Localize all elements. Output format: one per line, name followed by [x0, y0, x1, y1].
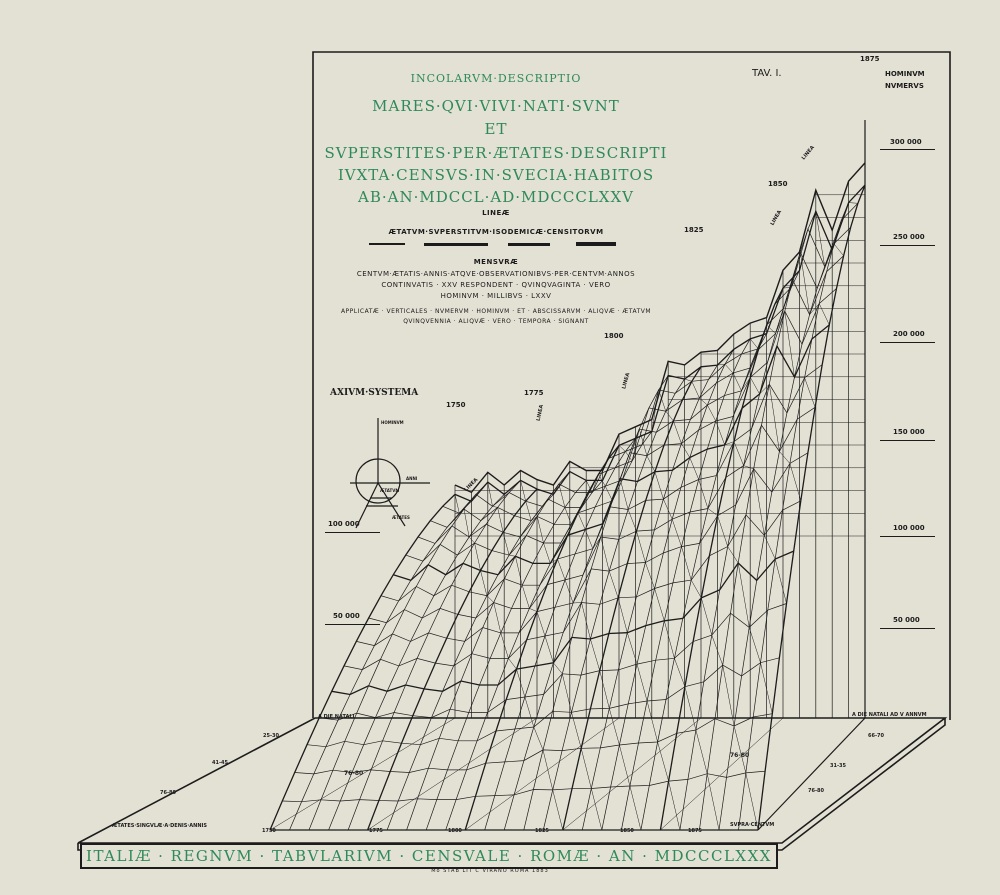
curve-label: LINEA	[769, 209, 783, 227]
applicatae-line-2: QVINQVENNIA · ALIQVÆ · VERO · TEMPORA · SIGNANT	[403, 318, 589, 325]
tick-right-leader	[880, 149, 935, 150]
tick-right-50000: 50 000	[893, 616, 920, 624]
base-end-label: SVPRA·CENTVM	[730, 822, 775, 828]
cohort-line-1800	[619, 429, 758, 830]
survivor-surface-layer	[270, 120, 865, 830]
footer-banner	[80, 843, 778, 869]
line-sample-1	[369, 243, 405, 245]
axes-label-anni: ANNI	[406, 476, 418, 481]
base-right-label: 66-70	[868, 733, 884, 739]
base-year-1775: 1775	[369, 828, 383, 834]
tick-left-leader	[325, 532, 380, 533]
right-axis-title-1: HOMINVM	[885, 70, 925, 78]
axes-label-hominvm: HOMINVM	[381, 420, 404, 425]
cohort-line-1870	[849, 203, 858, 204]
base-year-1800: 1800	[448, 828, 462, 834]
year-col-1775	[368, 489, 537, 830]
tick-right-leader	[880, 536, 935, 537]
footer-text: ITALIÆ · REGNVM · TABVLARIVM · CENSVALE · ROMÆ · AN · MDCCCLXXX	[86, 847, 772, 865]
lineae-text: ÆTATVM·SVPERSTITVM·ISODEMICÆ·CENSITORVM	[388, 228, 604, 236]
mensurae-heading: MENSVRÆ	[473, 258, 519, 266]
line-sample-3	[508, 243, 550, 246]
header-line-2: MARES·QVI·VIVI·NATI·SVNT	[372, 97, 620, 115]
tick-right-200000: 200 000	[893, 330, 925, 338]
year-col-1875	[758, 185, 865, 830]
year-label-1825: 1825	[684, 226, 704, 234]
cohort-line-1760	[488, 482, 602, 830]
base-right-label: A DIE NATALI AD V ANNVM	[852, 712, 927, 718]
cohort-line-1810	[652, 390, 773, 714]
axes-system-diagram	[350, 418, 430, 528]
tick-right-leader	[880, 342, 935, 343]
floor-line-1825	[563, 718, 701, 830]
year-label-1850: 1850	[768, 180, 788, 188]
base-year-1850: 1850	[620, 828, 634, 834]
header-line-4: SVPERSTITES·PER·ÆTATES·DESCRIPTI	[324, 144, 668, 162]
age-row-4	[406, 289, 837, 562]
mid-label-76-80: 76-80	[730, 752, 750, 759]
birth-wall-layer	[455, 163, 865, 718]
year-col-1760	[309, 482, 488, 830]
tick-left-leader	[325, 624, 380, 625]
plate-number: TAV. I.	[752, 68, 782, 79]
tick-right-100000: 100 000	[893, 524, 925, 532]
axes-label-aetates: ÆTATES	[392, 515, 410, 520]
base-left-label: A DIE NATALI	[318, 714, 355, 720]
base-left-label: 41-45	[212, 760, 228, 766]
header-line-6: AB·AN·MDCCL·AD·MDCCCLXXV	[357, 188, 634, 206]
cohort-line-1790	[586, 474, 719, 830]
year-col-1755	[290, 501, 472, 830]
mensurae-line-2: CONTINVATIS · XXV RESPONDENT · QVINQVAGINTA · VERO	[381, 281, 611, 289]
year-label-1775: 1775	[524, 389, 544, 397]
year-label-1800: 1800	[604, 332, 624, 340]
header-line-1: INCOLARVM·DESCRIPTIO	[410, 72, 582, 85]
line-sample-4	[576, 242, 616, 246]
mid-label-76-80: 76-80	[344, 770, 364, 777]
base-year-1875: 1875	[688, 828, 702, 834]
year-label-1875: 1875	[860, 55, 880, 63]
header-line-3: ET	[484, 120, 508, 138]
applicatae-line-1: APPLICATÆ · VERTICALES · NVMERVM · HOMINVM · ET · ABSCISSARVM · ALIQVÆ · ÆTATVM	[340, 308, 652, 315]
axes-label-aetatvm: ÆTATVM	[380, 488, 400, 493]
base-left-label: 25-30	[263, 733, 279, 739]
base-year-1825: 1825	[535, 828, 549, 834]
base-left-label: 76-80	[160, 790, 176, 796]
axes-system-label: AXIVM·SYSTEMA	[330, 388, 419, 398]
right-axis-title-2: NVMERVS	[885, 82, 924, 90]
tick-right-150000: 150 000	[893, 428, 925, 436]
year-col-1750	[270, 494, 455, 830]
age-row-1	[443, 203, 858, 513]
printer-credit: Mo STAB LIT C VIRANO ROMA 1883	[431, 868, 549, 874]
base-right-label: 31-35	[830, 763, 846, 769]
tick-right-leader	[880, 440, 935, 441]
curve-label: LINEA	[535, 404, 545, 422]
tick-right-300000: 300 000	[890, 138, 922, 146]
year-col-1825	[563, 367, 701, 830]
mensurae-line-1: CENTVM·ÆTATIS·ANNIS·ATQVE·OBSERVATIONIBVS·PER·CENTVM·ANNOS	[356, 270, 636, 278]
tick-left-50000: 50 000	[333, 612, 360, 620]
floor-line-1775	[368, 718, 537, 830]
right-floor-edge	[758, 718, 865, 830]
lineae-heading: LINEÆ	[482, 209, 510, 217]
year-label-1750: 1750	[446, 401, 466, 409]
curve-label: LINEA	[621, 372, 632, 390]
age-row-12	[307, 658, 779, 747]
year-col-1835	[602, 349, 734, 830]
year-col-1810	[504, 432, 652, 831]
header-line-5: IVXTA·CENSVS·IN·SVECIA·HABITOS	[337, 166, 655, 184]
tick-right-leader	[880, 628, 935, 629]
line-sample-2	[424, 243, 488, 246]
base-left-label: ÆTATES·SINGVLÆ·A·DENIS·ANNIS	[112, 823, 207, 829]
tick-right-leader	[880, 245, 935, 246]
tick-right-250000: 250 000	[893, 233, 925, 241]
mensurae-line-3: HOMINVM · MILLIBVS · LXXV	[440, 292, 552, 300]
curve-label: LINEA	[463, 477, 480, 493]
base-right-label: 76-80	[808, 788, 824, 794]
curve-label: LINEA	[800, 144, 816, 162]
base-year-1750: 1750	[262, 828, 276, 834]
tick-left-100000: 100 000	[328, 520, 360, 528]
